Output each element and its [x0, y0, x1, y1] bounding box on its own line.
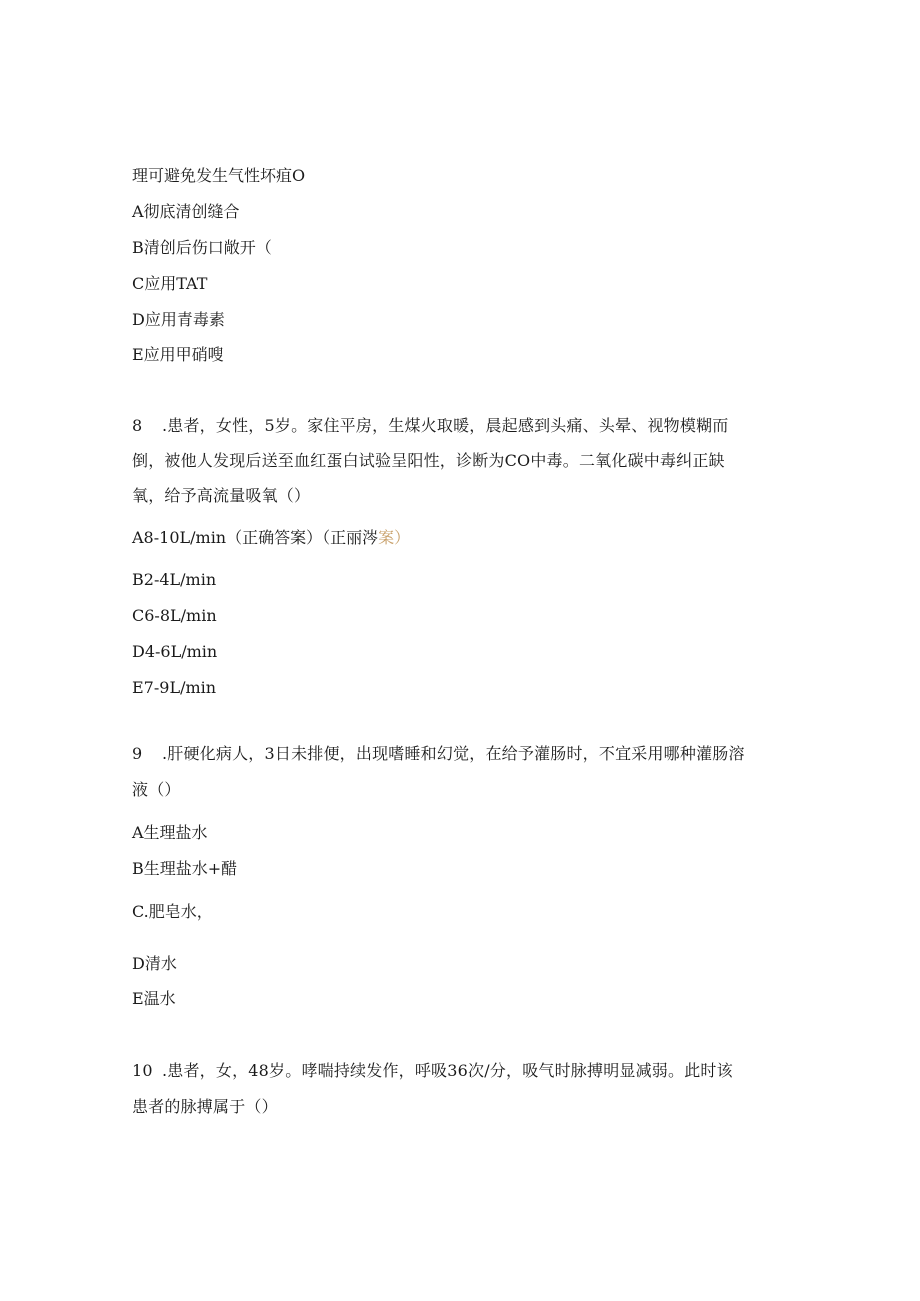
q9-option-c: C.肥皂水， [132, 902, 213, 921]
q7-option-e: E应用甲硝嗖 [132, 345, 224, 364]
q8-option-c: C6-8L∕min [132, 606, 217, 625]
q8-stem-line-3: 氧，给予高流量吸氧（） [132, 486, 311, 505]
q7-stem-tail: 理可避免发生气性坏疽O [132, 166, 306, 185]
q7-option-a: A彻底清创缝合 [132, 202, 240, 221]
q9-option-b: B生理盐水+醋 [132, 859, 238, 878]
q9-option-d: D清水 [132, 954, 177, 973]
q8-number: 8 [132, 416, 143, 435]
q10-number: 10 [132, 1061, 153, 1080]
q8-option-a-tail: 案） [378, 528, 411, 547]
q7-option-c: C应用TAT [132, 274, 208, 293]
q9-stem-line-1 [132, 744, 792, 764]
q8-option-d: D4-6L∕min [132, 642, 218, 661]
q7-option-b: B清创后伤口敞开（ [132, 238, 272, 257]
q10-stem-text-1: .患者，女，48岁。哮喘持续发作，呼吸36次/分，吸气时脉搏明显减弱。此时该 [162, 1061, 733, 1080]
q9-number: 9 [132, 744, 143, 763]
q9-stem-line-2: 液（） [132, 780, 181, 799]
q9-option-e: E温水 [132, 989, 176, 1008]
q8-stem-line-1 [132, 416, 792, 436]
q8-option-a-text: A8-10L∕min（正确答案）（正丽涔 [132, 528, 379, 547]
q8-stem-line-2: 倒，被他人发现后送至血红蛋白试验呈阳性，诊断为CO中毒。二氧化碳中毒纠正缺 [132, 451, 725, 470]
q8-option-e: E7-9L∕min [132, 678, 217, 697]
q8-option-b: B2-4L∕min [132, 570, 217, 589]
q9-stem-text-1: .肝硬化病人，3日未排便，出现嗜睡和幻觉，在给予灌肠时，不宜采用哪种灌肠溶 [162, 744, 745, 763]
q9-option-a: A生理盐水 [132, 823, 208, 842]
q8-option-a [132, 528, 410, 548]
q7-option-d: D应用青毒素 [132, 310, 225, 329]
q10-stem-line-2: 患者的脉搏属于（） [132, 1097, 278, 1116]
q8-stem-text-1: .患者，女性，5岁。家住平房，生煤火取暖，晨起感到头痛、头晕、视物模糊而 [162, 416, 729, 435]
q10-stem-line-1 [132, 1061, 792, 1081]
